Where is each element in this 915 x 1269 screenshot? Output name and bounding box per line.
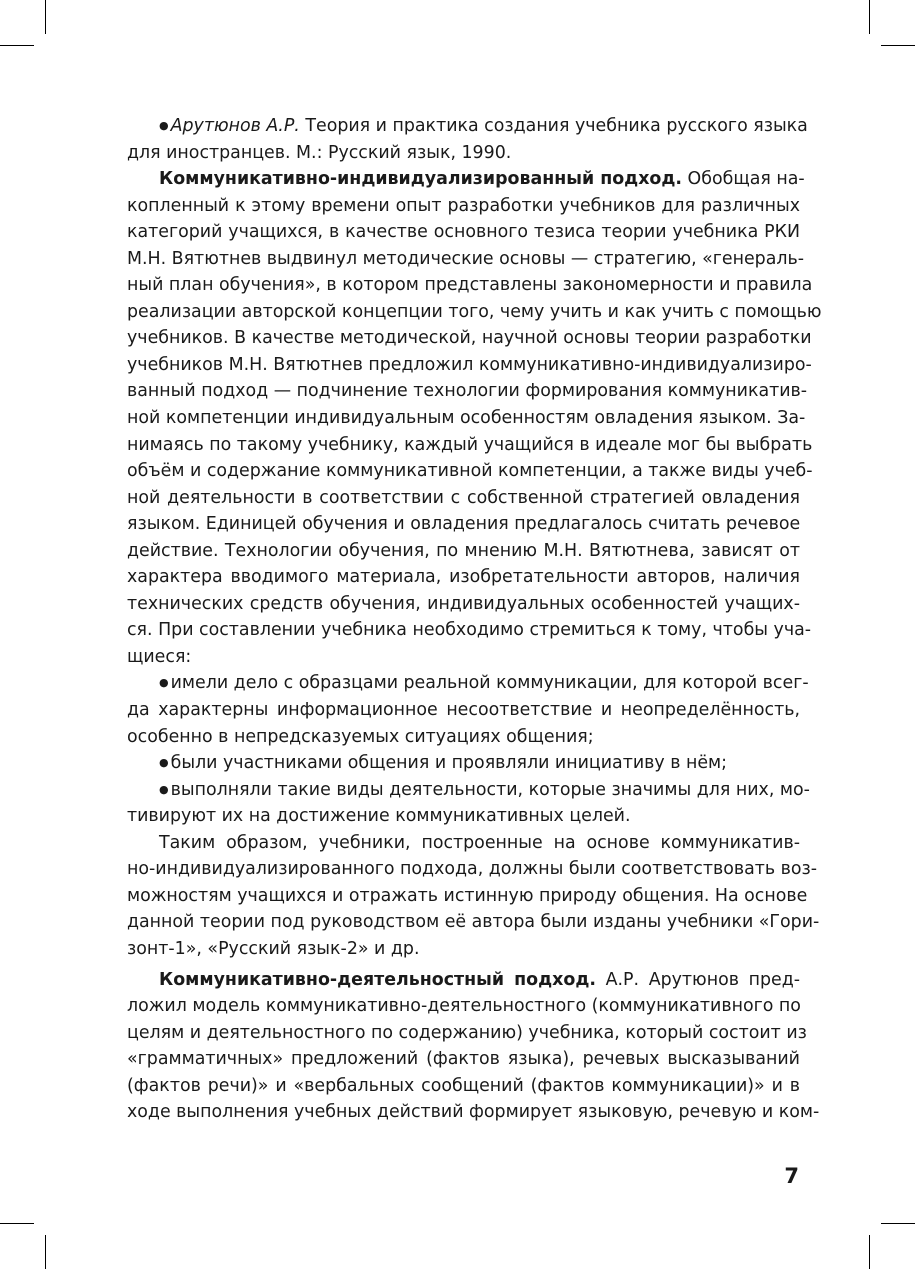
text-line [127,644,800,671]
text-line [127,564,800,591]
text-line [127,193,800,220]
text-line [127,299,822,326]
line-text: языком. Единицей обучения и овладения предлагалось считать речевое [127,514,801,535]
line-text: тивируют их на достижение коммуникативных целей. [127,806,631,827]
line-text: учебников. В качестве методической, научной основы теории разработки [127,328,812,349]
text-line [127,670,809,697]
line-text: ной деятельности в соответствии с собственной стратегией овладения [127,487,800,508]
text-line [127,617,812,644]
bullet-item [127,750,800,777]
text-line [127,1073,800,1100]
text-line [127,166,805,193]
crop-mark-bottom-right-vertical [869,1235,870,1269]
line-text: категорий учащихся, в качестве основного тезиса теории учебника РКИ [127,222,800,243]
line-text: для иностранцев. М.: Русский язык, 1990. [127,142,512,163]
text-line [127,511,800,538]
text-line [127,432,813,459]
line-text: (фактов речи)» и «вербальных сообщений (фактов коммуникации)» и в [127,1075,800,1096]
line-text: действие. Технологии обучения, по мнению М.Н. Вятютнева, зависят от [127,540,800,561]
text-line [127,405,806,432]
crop-mark-top-right-vertical [869,0,870,34]
crop-mark-bottom-left-vertical [45,1235,46,1269]
text-line [127,246,805,273]
line-text: ложил модель коммуникативно-деятельностного (коммуникативного по [127,996,801,1017]
crop-mark-bottom-right-horizontal [881,1223,915,1224]
text-line [127,485,800,512]
text-line [127,113,808,140]
bullet-item [127,113,808,166]
italic-author: Арутюнов А.Р. [170,116,300,136]
line-text: технических средств обучения, индивидуальных особенностей учащих- [127,593,800,614]
line-text: реализации авторской концепции того, чему учить и как учить с помощью [127,301,822,322]
text-line [127,967,800,994]
line-text: ный план обучения», в котором представлены закономерности и правила [127,275,813,296]
bullet-item [127,777,810,830]
text-line [127,883,808,910]
crop-mark-bottom-left-horizontal [0,1223,34,1224]
text-line [127,993,800,1020]
line-text: ной компетенции индивидуальным особенностям овладения языком. За- [127,408,806,429]
line-text: характера вводимого материала, изобретательности авторов, наличия [127,567,800,588]
line-text: можностям учащихся и отражать истинную природу общения. На основе [127,885,808,906]
page-number: 7 [784,1164,799,1188]
line-text: объём и содержание коммуникативной компетенции, а также виды учеб- [127,461,813,482]
text-line [127,724,800,751]
text-line [127,777,810,804]
line-text: ванный подход — подчинение технологии формирования коммуникатив- [127,381,808,402]
text-line [127,830,800,857]
bullet-item [127,670,809,750]
line-text: выполняли такие виды деятельности, которые значимы для них, мо- [170,779,810,800]
text-line [127,272,813,299]
line-text: но-индивидуализированного подхода, должны были соответствовать воз- [127,859,818,880]
line-text: Таким образом, учебники, построенные на основе коммуникатив- [159,832,800,853]
text-line [127,803,800,830]
paragraph [127,967,820,1126]
bullet-dot-icon: ● [159,782,169,796]
text-line [127,591,800,618]
text-line [127,1099,820,1126]
text-line [127,750,800,777]
text-line [127,378,808,405]
line-text: щиеся: [127,646,192,667]
line-text: «грамматичных» предложений (фактов языка), речевых высказываний [127,1049,800,1070]
paragraph [127,166,822,670]
line-text: копленный к этому времени опыт разработки учебников для различных [127,195,800,216]
line-text: были участниками общения и проявляли инициативу в нём; [170,753,728,774]
text-line [127,352,812,379]
crop-mark-top-right-horizontal [881,45,915,46]
text-line [127,458,813,485]
text-line [127,140,800,167]
text-line [127,936,800,963]
line-text: особенно в непредсказуемых ситуациях общения; [127,726,594,747]
text-line [127,856,818,883]
crop-mark-top-left-horizontal [0,45,34,46]
text-line [127,219,800,246]
line-text: ходе выполнения учебных действий формирует языковую, речевую и ком- [127,1102,820,1123]
line-text: целям и деятельностного по содержанию) учебника, который состоит из [127,1022,807,1043]
bullet-dot-icon: ● [159,676,169,690]
text-line [127,1046,800,1073]
text-line [127,325,812,352]
line-text: имели дело с образцами реальной коммуникации, для которой всег- [170,673,809,694]
paragraph [127,830,820,963]
page-text [127,113,822,1126]
text-line [127,909,820,936]
bullet-dot-icon: ● [159,119,169,132]
line-text: нимаясь по такому учебнику, каждый учащийся в идеале мог бы выбрать [127,434,813,455]
bullet-dot-icon: ● [159,756,169,770]
line-text: учебников М.Н. Вятютнев предложил коммуникативно-индивидуализиро- [127,354,812,375]
text-line [127,538,800,565]
crop-mark-top-left-vertical [45,0,46,34]
line-text: зонт-1», «Русский язык-2» и др. [127,938,420,959]
line-text: А.Р. Арутюнов пред- [596,969,800,990]
line-text: данной теории под руководством её автора были изданы учебники «Гори- [127,912,820,933]
line-text: Теория и практика создания учебника русского языка [299,116,808,136]
text-line [127,697,800,724]
line-text: да характерны информационное несоответствие и неопределённость, [127,700,800,721]
bold-term: Коммуникативно-индивидуализированный подход. [159,169,683,190]
bold-term: Коммуникативно-деятельностный подход. [159,969,596,990]
line-text: ся. При составлении учебника необходимо стремиться к тому, чтобы уча- [127,620,812,641]
line-text: Обобщая на- [682,169,805,190]
text-line [127,1020,807,1047]
line-text: М.Н. Вятютнев выдвинул методические основы — стратегию, «генераль- [127,248,805,269]
